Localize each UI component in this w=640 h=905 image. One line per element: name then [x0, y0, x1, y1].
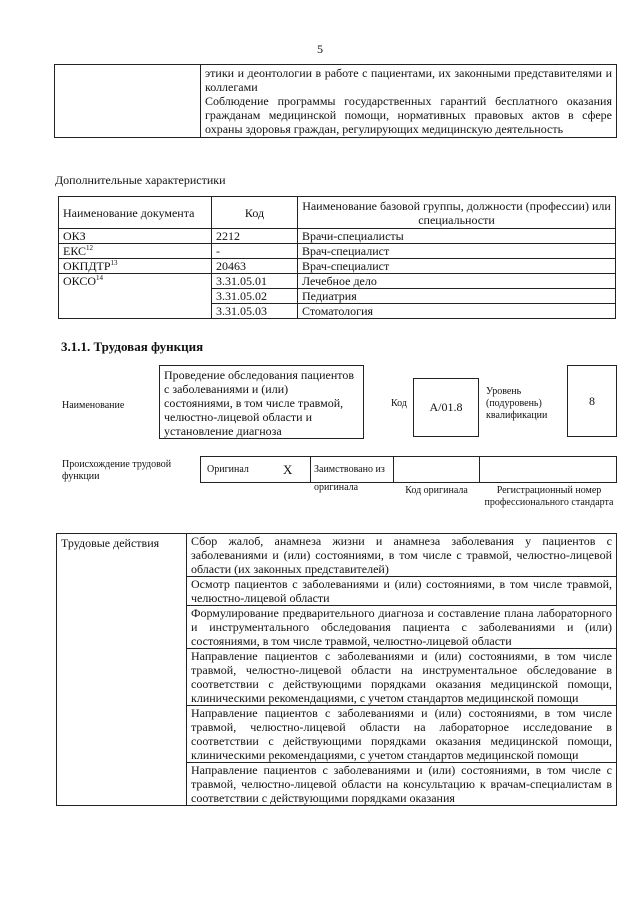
- origin-label: Происхождение трудовой функции: [62, 459, 172, 482]
- top-line-2: Соблюдение программы государственных гарантий бесплатного оказания гражданам медицинской помощи, нормативных правовых актов в сфере охраны здоровья граждан, регулирующих медицинскую деятельность: [205, 94, 612, 136]
- code-cell: 2212: [212, 229, 298, 244]
- action-item: Направление пациентов с заболеваниями и (или) состояниями, в том числе травмой, челюстно-лицевой области на инструментальное обследование в соответствии с действующими порядками оказания медицинской помощи, клиническими рекомендациями, с учетом стандартов медицинской помощи: [187, 649, 617, 706]
- top-table: [54, 64, 617, 138]
- original-box: [200, 456, 311, 483]
- original-mark: X: [283, 462, 293, 477]
- table-row: [59, 274, 616, 289]
- name-cell: Врач-специалист: [298, 244, 616, 259]
- level-value: 8: [589, 394, 595, 408]
- page-number: 5: [317, 42, 323, 56]
- name-cell: Стоматология: [298, 304, 616, 319]
- header-doc: Наименование документа: [59, 197, 212, 229]
- action-item: Направление пациентов с заболеваниями и (или) состояниями, в том числе травмой, челюстно-лицевой области на лабораторное исследование в соответствии с действующими порядками оказания медицинской помощи, клиническими рекомендациями, с учетом стандартов медицинской помощи: [187, 706, 617, 763]
- action-item: Формулирование предварительного диагноза и составление плана лабораторного и инструментального обследования пациента с заболеваниями и (или) состояниями, в том числе травмой, челюстно-лицевой области: [187, 606, 617, 649]
- action-item: Направление пациентов с заболеваниями и (или) состояниями, в том числе с травмой, челюстно-лицевой области на консультацию к врачам-специалистам в соответствии с действующими порядками оказания: [187, 763, 617, 806]
- function-name: Проведение обследования пациентов с заболеваниями и (или) состояниями, в том числе травмой, челюстно-лицевой области и установление диагноза: [164, 368, 355, 438]
- original-text: Оригинал: [207, 464, 249, 475]
- code-original-label: Код оригинала: [405, 485, 468, 496]
- top-table-content: [201, 65, 617, 138]
- doc-cell: ОКЗ: [63, 229, 86, 243]
- header-code: Код: [212, 197, 298, 229]
- action-item: Осмотр пациентов с заболеваниями и (или) состояниями, в том числе травмой, челюстно-лицевой области: [187, 577, 617, 606]
- function-code-box: [413, 378, 479, 437]
- level-box: [567, 365, 617, 437]
- borrowed-text: Заимствовано из оригинала: [314, 464, 385, 493]
- code-original-box: [393, 456, 480, 483]
- actions-table: [56, 533, 617, 806]
- code-cell: 3.31.05.02: [212, 289, 298, 304]
- header-name: Наименование базовой группы, должности (профессии) или специальности: [298, 197, 616, 229]
- name-label: Наименование: [62, 400, 125, 411]
- reg-number-label: Регистрационный номер профессионального стандарта: [484, 485, 614, 508]
- doc-cell: ЕКС: [63, 244, 87, 258]
- additional-table: [58, 196, 616, 319]
- code-label: Код: [391, 398, 407, 409]
- code-cell: -: [212, 244, 298, 259]
- actions-label: Трудовые действия: [57, 534, 187, 806]
- action-item: Сбор жалоб, анамнеза жизни и анамнеза заболевания у пациентов с заболеваниями и (или) состояниями, в том числе с травмой, челюстно-лицевой области (их законных представителей): [187, 534, 617, 577]
- table-row: [59, 244, 616, 259]
- additional-heading: Дополнительные характеристики: [55, 173, 226, 187]
- reg-number-box: [479, 456, 617, 483]
- function-code: A/01.8: [429, 400, 463, 414]
- code-cell: 3.31.05.03: [212, 304, 298, 319]
- empty-cell: [55, 65, 201, 138]
- footnote-ref: 13: [110, 259, 118, 267]
- table-row: [57, 534, 617, 577]
- code-cell: 20463: [212, 259, 298, 274]
- name-cell: Врачи-специалисты: [298, 229, 616, 244]
- function-heading: 3.1.1. Трудовая функция: [61, 339, 204, 354]
- table-row: [59, 259, 616, 274]
- name-cell: Лечебное дело: [298, 274, 616, 289]
- name-cell: Врач-специалист: [298, 259, 616, 274]
- doc-cell: ОКСО: [63, 274, 97, 288]
- top-line-1: этики и деонтологии в работе с пациентами, их законными представителями и коллегами: [205, 66, 612, 94]
- footnote-ref: 12: [86, 244, 94, 252]
- footnote-ref: 14: [96, 274, 104, 282]
- function-name-box: [159, 365, 364, 439]
- code-cell: 3.31.05.01: [212, 274, 298, 289]
- name-cell: Педиатрия: [298, 289, 616, 304]
- borrowed-box: [310, 456, 394, 493]
- doc-cell: ОКПДТР: [63, 259, 111, 273]
- table-row: [59, 229, 616, 244]
- level-label: Уровень (подуровень) квалификации: [486, 386, 548, 421]
